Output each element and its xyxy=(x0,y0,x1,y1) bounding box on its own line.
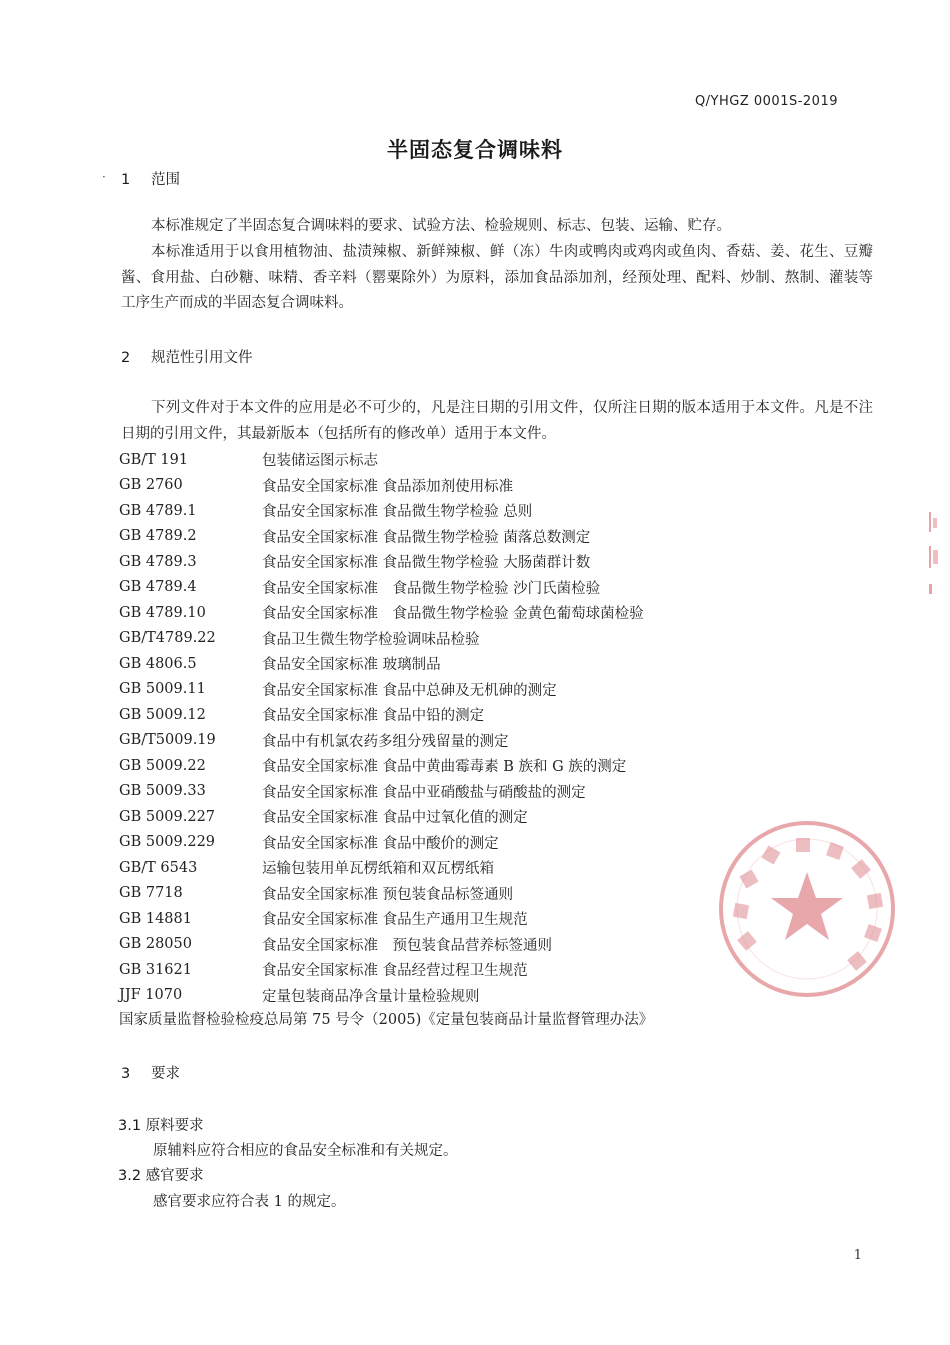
reference-title: 食品卫生微生物学检验调味品检验 xyxy=(262,631,480,648)
reference-title: 食品安全国家标准 食品微生物学检验 大肠菌群计数 xyxy=(262,555,591,572)
reference-code: GB 5009.229 xyxy=(119,834,216,851)
section-2-title: 规范性引用文件 xyxy=(151,350,253,366)
reference-code: GB 4789.4 xyxy=(119,579,197,596)
reference-row xyxy=(119,447,879,473)
company-seal xyxy=(712,814,902,1004)
reference-title: 食品安全国家标准 食品中总砷及无机砷的测定 xyxy=(262,682,557,699)
reference-row xyxy=(119,677,879,703)
reference-title: 食品安全国家标准 食品微生物学检验 金黄色葡萄球菌检验 xyxy=(262,606,644,623)
document-title: 半固态复合调味料 xyxy=(387,138,563,162)
reference-title: 食品安全国家标准 预包装食品营养标签通则 xyxy=(262,937,552,954)
document-code: Q/YHGZ 0001S-2019 xyxy=(694,94,838,109)
reference-title: 食品安全国家标准 食品微生物学检验 总则 xyxy=(262,504,533,521)
reference-code: JJF 1070 xyxy=(119,987,183,1004)
section-1-title: 范围 xyxy=(151,172,180,188)
subsection-3-1-title: 原料要求 xyxy=(145,1118,204,1134)
subsection-3-1-number: 3.1 xyxy=(118,1118,142,1134)
reference-code: GB 5009.22 xyxy=(119,757,206,774)
reference-code: GB 4789.3 xyxy=(119,553,197,570)
reference-title: 包装储运图示标志 xyxy=(262,453,378,470)
reference-code: GB/T 6543 xyxy=(119,859,198,876)
reference-row xyxy=(119,600,879,626)
reference-row xyxy=(119,524,879,550)
edge-seam-mark xyxy=(926,498,942,602)
reference-title: 食品安全国家标准 食品微生物学检验 菌落总数测定 xyxy=(262,529,591,546)
subsection-3-2-title: 感官要求 xyxy=(145,1168,204,1184)
reference-title: 食品安全国家标准 食品经营过程卫生规范 xyxy=(262,963,528,980)
margin-dot: · xyxy=(102,170,106,184)
reference-code: GB 5009.11 xyxy=(119,681,206,698)
section-1-paragraph-1: 本标准规定了半固态复合调味料的要求、试验方法、检验规则、标志、包装、运输、贮存。 xyxy=(151,218,731,234)
reference-code: GB 5009.33 xyxy=(119,783,206,800)
reference-row xyxy=(119,702,879,728)
reference-row xyxy=(119,473,879,499)
reference-code: GB/T5009.19 xyxy=(119,732,216,749)
section-3-heading xyxy=(121,1062,180,1083)
reference-code: GB 4789.2 xyxy=(119,528,197,545)
reference-code: GB 31621 xyxy=(119,961,192,978)
reference-title: 食品安全国家标准 食品中过氧化值的测定 xyxy=(262,810,528,827)
subsection-3-2-text: 感官要求应符合表 1 的规定。 xyxy=(153,1194,346,1210)
subsection-3-2-heading xyxy=(118,1164,204,1185)
reference-row xyxy=(119,575,879,601)
reference-title: 食品安全国家标准 食品中铅的测定 xyxy=(262,708,485,725)
reference-code: GB 4789.10 xyxy=(119,604,206,621)
reference-code: GB 2760 xyxy=(119,477,183,494)
reference-title: 食品安全国家标准 食品中酸价的测定 xyxy=(262,835,499,852)
subsection-3-1-text: 原辅料应符合相应的食品安全标准和有关规定。 xyxy=(153,1143,458,1159)
reference-row xyxy=(119,626,879,652)
reference-title: 运输包装用单瓦楞纸箱和双瓦楞纸箱 xyxy=(262,861,494,878)
subsection-3-2-number: 3.2 xyxy=(118,1168,142,1184)
reference-code: GB/T 191 xyxy=(119,451,189,468)
reference-title: 食品安全国家标准 食品微生物学检验 沙门氏菌检验 xyxy=(262,580,601,597)
reference-code: GB/T4789.22 xyxy=(119,630,216,647)
subsection-3-1-heading xyxy=(118,1114,204,1135)
reference-code: GB 28050 xyxy=(119,936,192,953)
reference-row xyxy=(119,728,879,754)
reference-title: 食品安全国家标准 预包装食品标签通则 xyxy=(262,886,514,903)
reference-code: GB 4789.1 xyxy=(119,502,197,519)
reference-row xyxy=(119,651,879,677)
reference-code: GB 7718 xyxy=(119,885,183,902)
reference-title: 定量包装商品净含量计量检验规则 xyxy=(262,988,480,1005)
reference-row xyxy=(119,779,879,805)
section-2-intro: 下列文件对于本文件的应用是必不可少的，凡是注日期的引用文件，仅所注日期的版本适用于本文件。凡是不注日期的引用文件，其最新版本（包括所有的修改单）适用于本文件。 xyxy=(121,400,873,442)
seal-star-icon xyxy=(771,872,843,940)
reference-code: GB 14881 xyxy=(119,910,192,927)
section-3-number: 3 xyxy=(121,1066,131,1082)
section-2-number: 2 xyxy=(121,350,131,366)
reference-row xyxy=(119,498,879,524)
reference-title: 食品安全国家标准 食品添加剂使用标准 xyxy=(262,478,514,495)
reference-code: GB 5009.12 xyxy=(119,706,206,723)
reference-title: 食品中有机氯农药多组分残留量的测定 xyxy=(262,733,509,750)
reference-code: GB 4806.5 xyxy=(119,655,197,672)
reference-row xyxy=(119,753,879,779)
section-3-title: 要求 xyxy=(151,1066,180,1082)
reference-title: 食品安全国家标准 食品中亚硝酸盐与硝酸盐的测定 xyxy=(262,784,586,801)
reference-code: GB 5009.227 xyxy=(119,808,216,825)
section-1-heading xyxy=(121,168,180,189)
section-1-number: 1 xyxy=(121,172,131,188)
reference-title: 食品安全国家标准 食品生产通用卫生规范 xyxy=(262,912,528,929)
section-1-paragraph-2: 本标准适用于以食用植物油、盐渍辣椒、新鲜辣椒、鲜（冻）牛肉或鸭肉或鸡肉或鱼肉、香菇、姜、花生、豆瓣酱、食用盐、白砂糖、味精、香辛料（罂粟除外）为原料，添加食品添加剂，经预处理、配料、炒制、熬制、灌装等工序生产而成的半固态复合调味料。 xyxy=(121,244,873,311)
reference-row xyxy=(119,549,879,575)
reference-title: 食品安全国家标准 食品中黄曲霉毒素 B 族和 G 族的测定 xyxy=(262,759,627,776)
reference-title: 食品安全国家标准 玻璃制品 xyxy=(262,657,441,674)
reference-note: 国家质量监督检验检疫总局第 75 号令（2005)《定量包装商品计量监督管理办法》 xyxy=(119,1012,654,1028)
page-number: 1 xyxy=(853,1248,862,1263)
section-2-heading xyxy=(121,346,253,367)
